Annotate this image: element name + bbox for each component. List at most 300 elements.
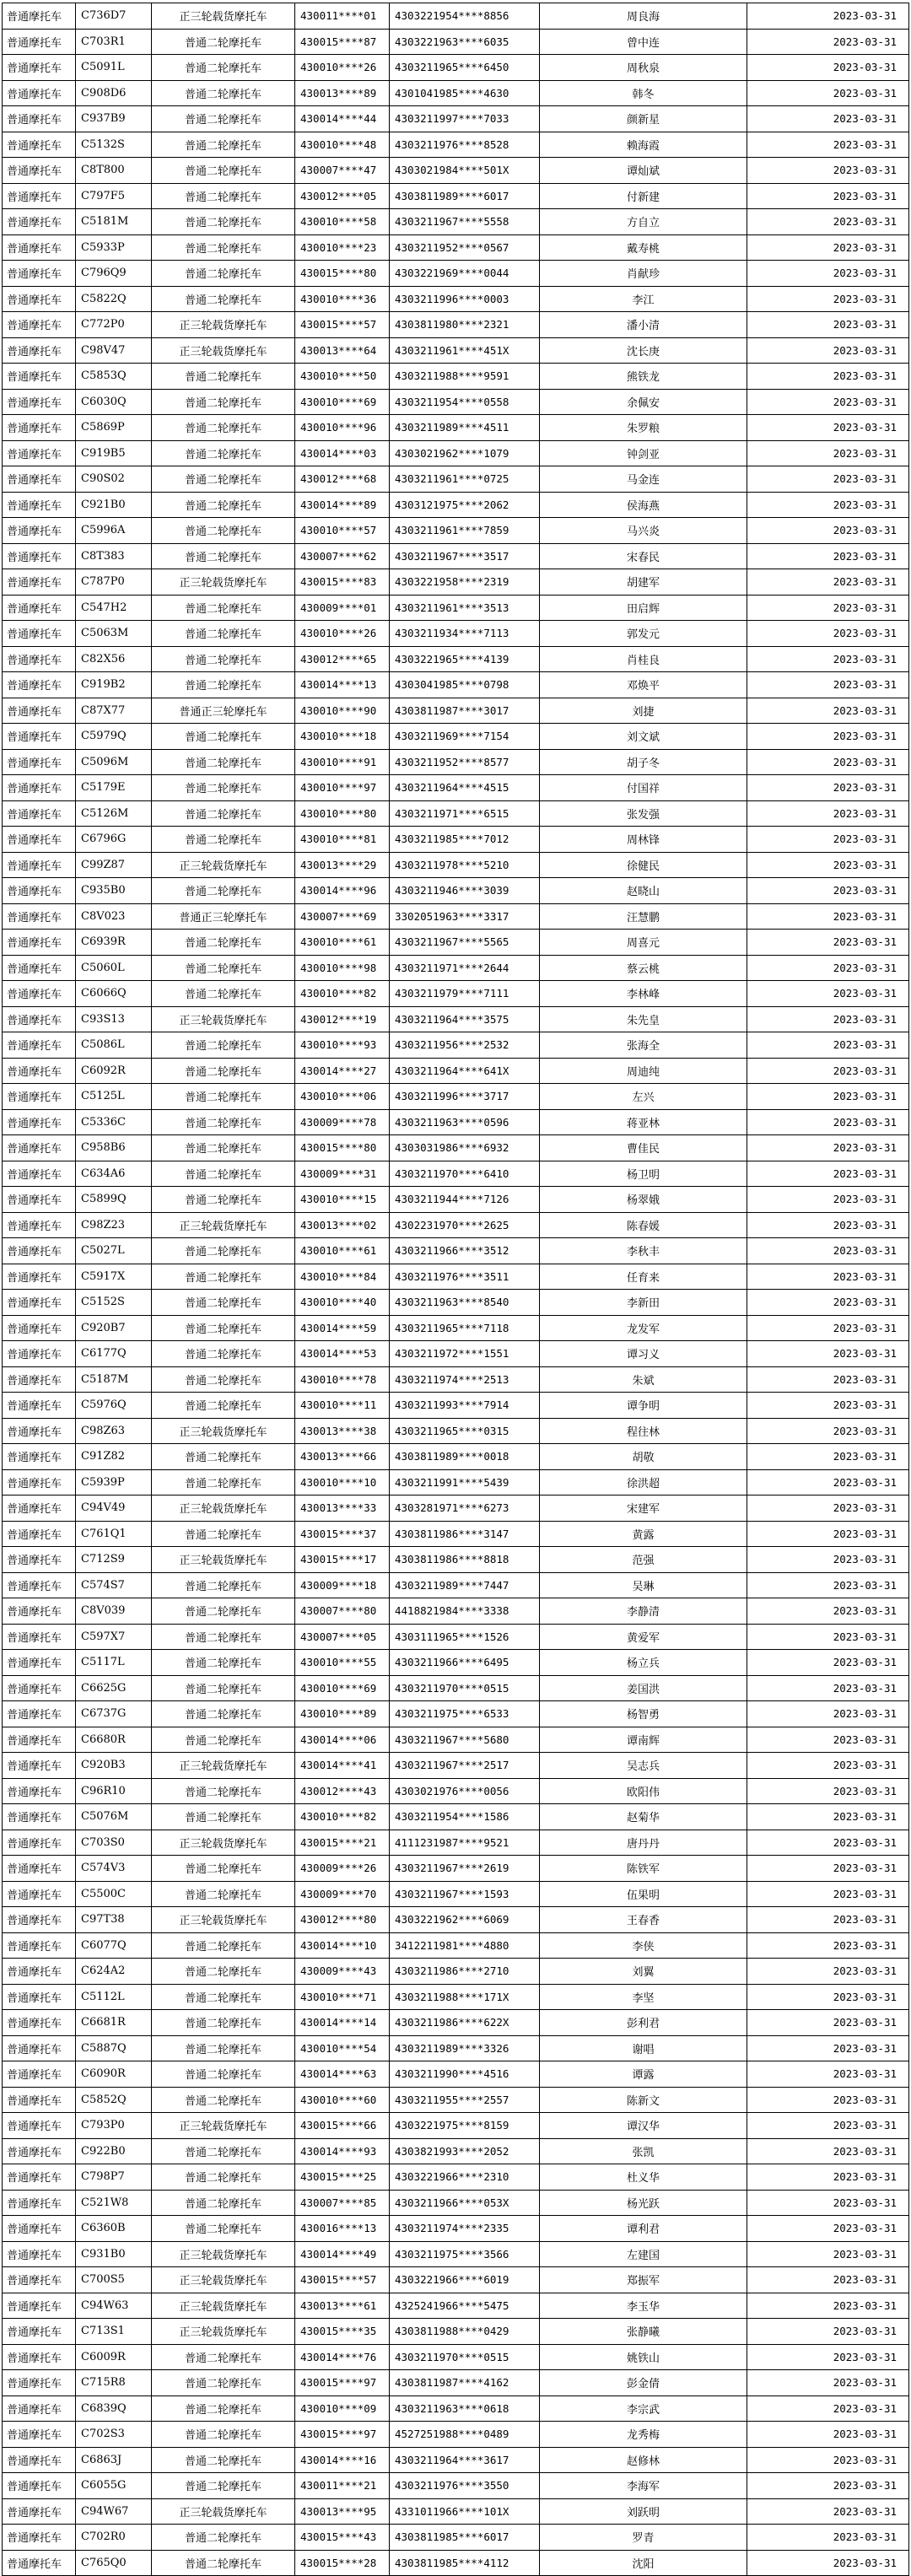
vehicle-type-cell: 正三轮载货摩托车 xyxy=(152,2293,295,2319)
license-number-cell: 430007****05 xyxy=(295,1624,390,1650)
owner-name-cell: 范强 xyxy=(540,1547,747,1573)
license-number-cell: 430010****55 xyxy=(295,1650,390,1676)
license-number-cell: 430012****19 xyxy=(295,1006,390,1032)
plate-number-cell: C6055G xyxy=(76,2473,152,2499)
license-number-cell: 430015****28 xyxy=(295,2550,390,2576)
vehicle-class-cell: 普通摩托车 xyxy=(3,852,76,878)
vehicle-type-cell: 普通二轮摩托车 xyxy=(152,1032,295,1059)
date-cell: 2023-03-31 xyxy=(747,646,909,672)
plate-number-cell: C90S02 xyxy=(76,466,152,493)
table-row xyxy=(3,2395,909,2422)
table-row xyxy=(3,132,909,158)
vehicle-class-cell: 普通摩托车 xyxy=(3,261,76,287)
date-cell: 2023-03-31 xyxy=(747,1341,909,1367)
id-number-cell: 4303211967****5558 xyxy=(390,209,540,235)
license-number-cell: 430011****01 xyxy=(295,3,390,30)
table-row xyxy=(3,930,909,956)
date-cell: 2023-03-31 xyxy=(747,2293,909,2319)
vehicle-type-cell: 普通二轮摩托车 xyxy=(152,878,295,904)
vehicle-type-cell: 正三轮载货摩托车 xyxy=(152,2267,295,2293)
date-cell: 2023-03-31 xyxy=(747,878,909,904)
date-cell: 2023-03-31 xyxy=(747,1804,909,1830)
vehicle-type-cell: 普通二轮摩托车 xyxy=(152,2164,295,2191)
id-number-cell: 4303811986****3147 xyxy=(390,1521,540,1547)
vehicle-class-cell: 普通摩托车 xyxy=(3,595,76,621)
vehicle-class-cell: 普通摩托车 xyxy=(3,646,76,672)
date-cell: 2023-03-31 xyxy=(747,2010,909,2036)
id-number-cell: 4303021976****0056 xyxy=(390,1778,540,1804)
plate-number-cell: C5152S xyxy=(76,1290,152,1316)
date-cell: 2023-03-31 xyxy=(747,1521,909,1547)
owner-name-cell: 黄露 xyxy=(540,1521,747,1547)
plate-number-cell: C702S3 xyxy=(76,2422,152,2448)
vehicle-type-cell: 普通二轮摩托车 xyxy=(152,543,295,569)
owner-name-cell: 杨光跃 xyxy=(540,2190,747,2216)
plate-number-cell: C6939R xyxy=(76,930,152,956)
id-number-cell: 4303211970****0515 xyxy=(390,1675,540,1701)
table-row xyxy=(3,2061,909,2088)
vehicle-class-cell: 普通摩托车 xyxy=(3,286,76,312)
plate-number-cell: C624A2 xyxy=(76,1959,152,1985)
vehicle-type-cell: 普通二轮摩托车 xyxy=(152,1366,295,1393)
license-number-cell: 430014****41 xyxy=(295,1753,390,1779)
table-row xyxy=(3,1006,909,1032)
date-cell: 2023-03-31 xyxy=(747,569,909,595)
vehicle-class-cell: 普通摩托车 xyxy=(3,2422,76,2448)
vehicle-class-cell: 普通摩托车 xyxy=(3,1418,76,1444)
license-number-cell: 430010****06 xyxy=(295,1084,390,1110)
vehicle-type-cell: 普通二轮摩托车 xyxy=(152,1572,295,1598)
owner-name-cell: 曾中连 xyxy=(540,29,747,55)
date-cell: 2023-03-31 xyxy=(747,2550,909,2576)
license-number-cell: 430012****05 xyxy=(295,183,390,209)
table-row xyxy=(3,466,909,493)
owner-name-cell: 胡敬 xyxy=(540,1444,747,1470)
vehicle-class-cell: 普通摩托车 xyxy=(3,312,76,338)
table-row xyxy=(3,595,909,621)
license-number-cell: 430015****25 xyxy=(295,2164,390,2191)
owner-name-cell: 侯海燕 xyxy=(540,492,747,518)
table-row xyxy=(3,1366,909,1393)
vehicle-type-cell: 普通二轮摩托车 xyxy=(152,724,295,750)
date-cell: 2023-03-31 xyxy=(747,930,909,956)
vehicle-class-cell: 普通摩托车 xyxy=(3,1393,76,1419)
vehicle-class-cell: 普通摩托车 xyxy=(3,749,76,775)
license-number-cell: 430012****43 xyxy=(295,1778,390,1804)
vehicle-class-cell: 普通摩托车 xyxy=(3,2267,76,2293)
vehicle-type-cell: 普通二轮摩托车 xyxy=(152,1881,295,1907)
license-number-cell: 430015****97 xyxy=(295,2422,390,2448)
table-row xyxy=(3,518,909,544)
plate-number-cell: C5060L xyxy=(76,955,152,981)
owner-name-cell: 沈阳 xyxy=(540,2550,747,2576)
date-cell: 2023-03-31 xyxy=(747,543,909,569)
plate-number-cell: C5132S xyxy=(76,132,152,158)
vehicle-class-cell: 普通摩托车 xyxy=(3,234,76,261)
table-row xyxy=(3,2319,909,2345)
owner-name-cell: 龙秀梅 xyxy=(540,2422,747,2448)
date-cell: 2023-03-31 xyxy=(747,106,909,132)
license-number-cell: 430010****26 xyxy=(295,621,390,647)
vehicle-class-cell: 普通摩托车 xyxy=(3,698,76,724)
date-cell: 2023-03-31 xyxy=(747,1187,909,1213)
id-number-cell: 4303221963****6035 xyxy=(390,29,540,55)
owner-name-cell: 刘翼 xyxy=(540,1959,747,1985)
plate-number-cell: C87X77 xyxy=(76,698,152,724)
license-number-cell: 430013****61 xyxy=(295,2293,390,2319)
vehicle-type-cell: 普通二轮摩托车 xyxy=(152,2087,295,2113)
owner-name-cell: 彭金倩 xyxy=(540,2370,747,2396)
license-number-cell: 430015****80 xyxy=(295,1135,390,1161)
vehicle-type-cell: 普通二轮摩托车 xyxy=(152,800,295,827)
vehicle-type-cell: 普通二轮摩托车 xyxy=(152,492,295,518)
vehicle-type-cell: 普通二轮摩托车 xyxy=(152,2138,295,2164)
vehicle-class-cell: 普通摩托车 xyxy=(3,1675,76,1701)
plate-number-cell: C96R10 xyxy=(76,1778,152,1804)
license-number-cell: 430010****81 xyxy=(295,827,390,853)
id-number-cell: 4303211988****9591 xyxy=(390,364,540,390)
id-number-cell: 4303211946****3039 xyxy=(390,878,540,904)
license-number-cell: 430014****27 xyxy=(295,1058,390,1084)
vehicle-type-cell: 普通二轮摩托车 xyxy=(152,1393,295,1419)
date-cell: 2023-03-31 xyxy=(747,1264,909,1290)
plate-number-cell: C5112L xyxy=(76,1984,152,2010)
plate-number-cell: C5117L xyxy=(76,1650,152,1676)
id-number-cell: 4303211972****1551 xyxy=(390,1341,540,1367)
plate-number-cell: C703R1 xyxy=(76,29,152,55)
table-row xyxy=(3,1058,909,1084)
id-number-cell: 4303221969****0044 xyxy=(390,261,540,287)
owner-name-cell: 周喜元 xyxy=(540,930,747,956)
license-number-cell: 430010****54 xyxy=(295,2035,390,2061)
license-number-cell: 430012****68 xyxy=(295,466,390,493)
license-number-cell: 430009****78 xyxy=(295,1109,390,1135)
table-row xyxy=(3,2447,909,2473)
vehicle-class-cell: 普通摩托车 xyxy=(3,2525,76,2551)
vehicle-class-cell: 普通摩托车 xyxy=(3,415,76,441)
id-number-cell: 4325241966****5475 xyxy=(390,2293,540,2319)
vehicle-type-cell: 普通二轮摩托车 xyxy=(152,2344,295,2370)
table-row xyxy=(3,1907,909,1933)
owner-name-cell: 朱罗粮 xyxy=(540,415,747,441)
license-number-cell: 430015****87 xyxy=(295,29,390,55)
license-number-cell: 430014****96 xyxy=(295,878,390,904)
id-number-cell: 4303211967****2517 xyxy=(390,1753,540,1779)
license-number-cell: 430015****66 xyxy=(295,2113,390,2139)
license-number-cell: 430012****80 xyxy=(295,1907,390,1933)
table-row xyxy=(3,1650,909,1676)
vehicle-type-cell: 普通二轮摩托车 xyxy=(152,1624,295,1650)
plate-number-cell: C99Z87 xyxy=(76,852,152,878)
vehicle-type-cell: 普通二轮摩托车 xyxy=(152,132,295,158)
plate-number-cell: C5179E xyxy=(76,775,152,801)
plate-number-cell: C5091L xyxy=(76,55,152,81)
id-number-cell: 4303811985****4112 xyxy=(390,2550,540,2576)
owner-name-cell: 田启辉 xyxy=(540,595,747,621)
vehicle-class-cell: 普通摩托车 xyxy=(3,878,76,904)
table-row xyxy=(3,621,909,647)
id-number-cell: 4303211952****8577 xyxy=(390,749,540,775)
date-cell: 2023-03-31 xyxy=(747,1032,909,1059)
vehicle-class-cell: 普通摩托车 xyxy=(3,930,76,956)
plate-number-cell: C6009R xyxy=(76,2344,152,2370)
table-row xyxy=(3,1444,909,1470)
table-row xyxy=(3,749,909,775)
plate-number-cell: C798P7 xyxy=(76,2164,152,2191)
vehicle-class-cell: 普通摩托车 xyxy=(3,364,76,390)
date-cell: 2023-03-31 xyxy=(747,800,909,827)
vehicle-type-cell: 普通二轮摩托车 xyxy=(152,286,295,312)
id-number-cell: 4303211967****1593 xyxy=(390,1881,540,1907)
owner-name-cell: 张发强 xyxy=(540,800,747,827)
vehicle-type-cell: 普通二轮摩托车 xyxy=(152,1778,295,1804)
id-number-cell: 4303111965****1526 xyxy=(390,1624,540,1650)
vehicle-type-cell: 普通二轮摩托车 xyxy=(152,2035,295,2061)
id-number-cell: 4303211976****3511 xyxy=(390,1264,540,1290)
date-cell: 2023-03-31 xyxy=(747,518,909,544)
date-cell: 2023-03-31 xyxy=(747,1907,909,1933)
owner-name-cell: 谢唱 xyxy=(540,2035,747,2061)
vehicle-type-cell: 普通正三轮摩托车 xyxy=(152,903,295,930)
license-number-cell: 430009****18 xyxy=(295,1572,390,1598)
id-number-cell: 4303811988****0429 xyxy=(390,2319,540,2345)
plate-number-cell: C94W63 xyxy=(76,2293,152,2319)
plate-number-cell: C6863J xyxy=(76,2447,152,2473)
id-number-cell: 4303221966****2310 xyxy=(390,2164,540,2191)
license-number-cell: 430013****66 xyxy=(295,1444,390,1470)
id-number-cell: 4303811987****4162 xyxy=(390,2370,540,2396)
owner-name-cell: 李玉华 xyxy=(540,2293,747,2319)
vehicle-class-cell: 普通摩托车 xyxy=(3,132,76,158)
date-cell: 2023-03-31 xyxy=(747,337,909,364)
vehicle-class-cell: 普通摩托车 xyxy=(3,2138,76,2164)
plate-number-cell: C6090R xyxy=(76,2061,152,2088)
license-number-cell: 430010****61 xyxy=(295,1238,390,1264)
license-number-cell: 430010****69 xyxy=(295,389,390,415)
table-row xyxy=(3,209,909,235)
license-number-cell: 430010****09 xyxy=(295,2395,390,2422)
owner-name-cell: 杨智勇 xyxy=(540,1701,747,1727)
owner-name-cell: 刘文斌 xyxy=(540,724,747,750)
table-row xyxy=(3,2267,909,2293)
plate-number-cell: C713S1 xyxy=(76,2319,152,2345)
date-cell: 2023-03-31 xyxy=(747,724,909,750)
table-row xyxy=(3,1212,909,1238)
vehicle-type-cell: 普通二轮摩托车 xyxy=(152,2216,295,2242)
owner-name-cell: 谭习义 xyxy=(540,1341,747,1367)
license-number-cell: 430014****16 xyxy=(295,2447,390,2473)
vehicle-class-cell: 普通摩托车 xyxy=(3,543,76,569)
id-number-cell: 4303211956****2532 xyxy=(390,1032,540,1059)
date-cell: 2023-03-31 xyxy=(747,1932,909,1959)
license-number-cell: 430010****89 xyxy=(295,1701,390,1727)
vehicle-class-cell: 普通摩托车 xyxy=(3,981,76,1007)
date-cell: 2023-03-31 xyxy=(747,2190,909,2216)
table-row xyxy=(3,646,909,672)
vehicle-type-cell: 普通二轮摩托车 xyxy=(152,646,295,672)
id-number-cell: 4303211961****0725 xyxy=(390,466,540,493)
license-number-cell: 430010****50 xyxy=(295,364,390,390)
vehicle-class-cell: 普通摩托车 xyxy=(3,800,76,827)
date-cell: 2023-03-31 xyxy=(747,2113,909,2139)
license-number-cell: 430010****61 xyxy=(295,930,390,956)
vehicle-class-cell: 普通摩托车 xyxy=(3,2216,76,2242)
date-cell: 2023-03-31 xyxy=(747,2370,909,2396)
date-cell: 2023-03-31 xyxy=(747,234,909,261)
table-row xyxy=(3,2498,909,2525)
table-row xyxy=(3,1753,909,1779)
date-cell: 2023-03-31 xyxy=(747,2164,909,2191)
license-number-cell: 430016****13 xyxy=(295,2216,390,2242)
vehicle-class-cell: 普通摩托车 xyxy=(3,2370,76,2396)
vehicle-class-cell: 普通摩托车 xyxy=(3,55,76,81)
table-row xyxy=(3,1675,909,1701)
vehicle-class-cell: 普通摩托车 xyxy=(3,1572,76,1598)
id-number-cell: 4303211934****7113 xyxy=(390,621,540,647)
license-number-cell: 430010****90 xyxy=(295,698,390,724)
plate-number-cell: C82X56 xyxy=(76,646,152,672)
id-number-cell: 4303211978****5210 xyxy=(390,852,540,878)
license-number-cell: 430010****18 xyxy=(295,724,390,750)
id-number-cell: 4303211975****6533 xyxy=(390,1701,540,1727)
vehicle-class-cell: 普通摩托车 xyxy=(3,2061,76,2088)
owner-name-cell: 郑振军 xyxy=(540,2267,747,2293)
table-row xyxy=(3,2138,909,2164)
plate-number-cell: C6681R xyxy=(76,2010,152,2036)
table-row xyxy=(3,2035,909,2061)
id-number-cell: 4303211989****4511 xyxy=(390,415,540,441)
license-number-cell: 430015****21 xyxy=(295,1830,390,1856)
table-row xyxy=(3,286,909,312)
date-cell: 2023-03-31 xyxy=(747,55,909,81)
plate-number-cell: C5939P xyxy=(76,1469,152,1495)
id-number-cell: 4303031986****6932 xyxy=(390,1135,540,1161)
vehicle-type-cell: 普通二轮摩托车 xyxy=(152,80,295,106)
plate-number-cell: C634A6 xyxy=(76,1161,152,1187)
vehicle-class-cell: 普通摩托车 xyxy=(3,1135,76,1161)
id-number-cell: 4331011966****101X xyxy=(390,2498,540,2525)
plate-number-cell: C796Q9 xyxy=(76,261,152,287)
vehicle-type-cell: 普通二轮摩托车 xyxy=(152,955,295,981)
owner-name-cell: 徐洪超 xyxy=(540,1469,747,1495)
license-number-cell: 430014****76 xyxy=(295,2344,390,2370)
license-number-cell: 430009****43 xyxy=(295,1959,390,1985)
id-number-cell: 4303211965****6450 xyxy=(390,55,540,81)
vehicle-type-cell: 普通二轮摩托车 xyxy=(152,29,295,55)
owner-name-cell: 赵晓山 xyxy=(540,878,747,904)
table-row xyxy=(3,1830,909,1856)
vehicle-class-cell: 普通摩托车 xyxy=(3,775,76,801)
owner-name-cell: 余佩安 xyxy=(540,389,747,415)
license-number-cell: 430015****17 xyxy=(295,1547,390,1573)
id-number-cell: 4303211989****7447 xyxy=(390,1572,540,1598)
plate-number-cell: C937B9 xyxy=(76,106,152,132)
id-number-cell: 4303211969****7154 xyxy=(390,724,540,750)
owner-name-cell: 汪慧鹏 xyxy=(540,903,747,930)
vehicle-type-cell: 普通二轮摩托车 xyxy=(152,1264,295,1290)
table-row xyxy=(3,337,909,364)
vehicle-class-cell: 普通摩托车 xyxy=(3,2550,76,2576)
table-row xyxy=(3,2370,909,2396)
license-number-cell: 430010****26 xyxy=(295,55,390,81)
id-number-cell: 4303211970****0515 xyxy=(390,2344,540,2370)
owner-name-cell: 龙发军 xyxy=(540,1315,747,1341)
owner-name-cell: 胡子冬 xyxy=(540,749,747,775)
date-cell: 2023-03-31 xyxy=(747,827,909,853)
plate-number-cell: C5096M xyxy=(76,749,152,775)
vehicle-class-cell: 普通摩托车 xyxy=(3,1753,76,1779)
vehicle-type-cell: 普通二轮摩托车 xyxy=(152,364,295,390)
owner-name-cell: 谭汉华 xyxy=(540,2113,747,2139)
date-cell: 2023-03-31 xyxy=(747,775,909,801)
vehicle-type-cell: 普通二轮摩托车 xyxy=(152,1804,295,1830)
table-row xyxy=(3,1290,909,1316)
plate-number-cell: C920B3 xyxy=(76,1753,152,1779)
plate-number-cell: C5933P xyxy=(76,234,152,261)
license-number-cell: 430013****64 xyxy=(295,337,390,364)
plate-number-cell: C5822Q xyxy=(76,286,152,312)
vehicle-type-cell: 普通二轮摩托车 xyxy=(152,106,295,132)
vehicle-type-cell: 正三轮载货摩托车 xyxy=(152,2319,295,2345)
license-number-cell: 430010****69 xyxy=(295,1675,390,1701)
vehicle-type-cell: 普通二轮摩托车 xyxy=(152,389,295,415)
vehicle-class-cell: 普通摩托车 xyxy=(3,1109,76,1135)
vehicle-class-cell: 普通摩托车 xyxy=(3,955,76,981)
license-number-cell: 430014****59 xyxy=(295,1315,390,1341)
owner-name-cell: 朱斌 xyxy=(540,1366,747,1393)
vehicle-class-cell: 普通摩托车 xyxy=(3,621,76,647)
vehicle-class-cell: 普通摩托车 xyxy=(3,1959,76,1985)
date-cell: 2023-03-31 xyxy=(747,1650,909,1676)
table-row xyxy=(3,1161,909,1187)
vehicle-class-cell: 普通摩托车 xyxy=(3,466,76,493)
vehicle-class-cell: 普通摩托车 xyxy=(3,1701,76,1727)
vehicle-class-cell: 普通摩托车 xyxy=(3,1804,76,1830)
vehicle-type-cell: 普通二轮摩托车 xyxy=(152,1058,295,1084)
table-row xyxy=(3,1547,909,1573)
plate-number-cell: C94W67 xyxy=(76,2498,152,2525)
vehicle-type-cell: 普通二轮摩托车 xyxy=(152,1727,295,1753)
vehicle-class-cell: 普通摩托车 xyxy=(3,1264,76,1290)
license-number-cell: 430014****53 xyxy=(295,1341,390,1367)
plate-number-cell: C5063M xyxy=(76,621,152,647)
table-row xyxy=(3,1393,909,1419)
id-number-cell: 4303211954****0558 xyxy=(390,389,540,415)
owner-name-cell: 谭争明 xyxy=(540,1393,747,1419)
table-row xyxy=(3,312,909,338)
vehicle-type-cell: 普通二轮摩托车 xyxy=(152,234,295,261)
vehicle-type-cell: 正三轮载货摩托车 xyxy=(152,1753,295,1779)
table-row xyxy=(3,2087,909,2113)
date-cell: 2023-03-31 xyxy=(747,1701,909,1727)
vehicle-type-cell: 正三轮载货摩托车 xyxy=(152,1212,295,1238)
owner-name-cell: 戴寿桃 xyxy=(540,234,747,261)
date-cell: 2023-03-31 xyxy=(747,1109,909,1135)
table-row xyxy=(3,1881,909,1907)
vehicle-type-cell: 普通二轮摩托车 xyxy=(152,2395,295,2422)
plate-number-cell: C958B6 xyxy=(76,1135,152,1161)
date-cell: 2023-03-31 xyxy=(747,1290,909,1316)
vehicle-class-cell: 普通摩托车 xyxy=(3,2473,76,2499)
owner-name-cell: 张静曦 xyxy=(540,2319,747,2345)
table-row xyxy=(3,1469,909,1495)
owner-name-cell: 杨卫明 xyxy=(540,1161,747,1187)
table-row xyxy=(3,698,909,724)
table-row xyxy=(3,543,909,569)
table-row xyxy=(3,1135,909,1161)
vehicle-class-cell: 普通摩托车 xyxy=(3,2010,76,2036)
license-number-cell: 430010****91 xyxy=(295,749,390,775)
